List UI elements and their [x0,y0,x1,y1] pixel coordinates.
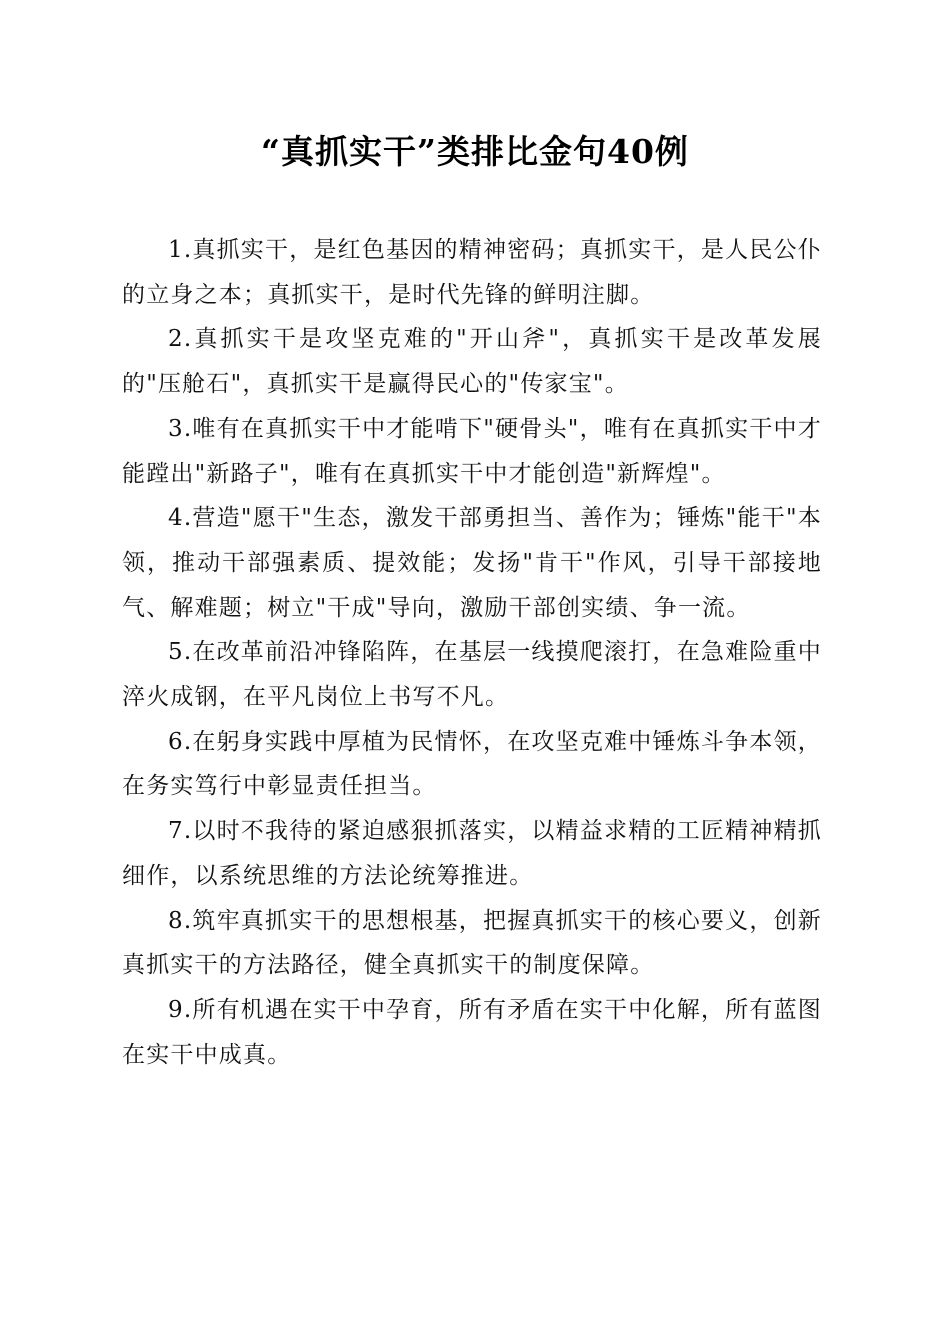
document-title: “真抓实干”类排比金句40例 [261,132,689,171]
paragraph-5: 5.在改革前沿冲锋陷阵，在基层一线摸爬滚打，在急难险重中淬火成钢，在平凡岗位上书写不凡。 [122,639,822,711]
paragraph-4: 4.营造"愿干"生态，激发干部勇担当、善作为；锤炼"能干"本领，推动干部强素质、提效能；发扬"肯干"作风，引导干部接地气、解难题；树立"干成"导向，激励干部创实绩、争一流。 [122,505,822,621]
paragraph-6: 6.在躬身实践中厚植为民情怀，在攻坚克难中锤炼斗争本领，在务实笃行中彰显责任担当。 [122,728,822,800]
paragraph-9: 9.所有机遇在实干中孕育，所有矛盾在实干中化解，所有蓝图在实干中成真。 [122,996,822,1068]
paragraph-2: 2.真抓实干是攻坚克难的"开山斧"，真抓实干是改革发展的"压舱石"，真抓实干是赢得民心的"传家宝"。 [122,326,822,398]
document-body [122,228,822,1077]
paragraph-1: 1.真抓实干，是红色基因的精神密码；真抓实干，是人民公仆的立身之本；真抓实干，是时代先锋的鲜明注脚。 [122,237,822,308]
paragraph-3: 3.唯有在真抓实干中才能啃下"硬骨头"，唯有在真抓实干中才能蹚出"新路子"，唯有在真抓实干中才能创造"新辉煌"。 [122,415,822,487]
paragraph-8: 8.筑牢真抓实干的思想根基，把握真抓实干的核心要义，创新真抓实干的方法路径，健全真抓实干的制度保障。 [122,907,822,979]
paragraph-7: 7.以时不我待的紧迫感狠抓落实，以精益求精的工匠精神精抓细作，以系统思维的方法论统筹推进。 [122,818,822,889]
